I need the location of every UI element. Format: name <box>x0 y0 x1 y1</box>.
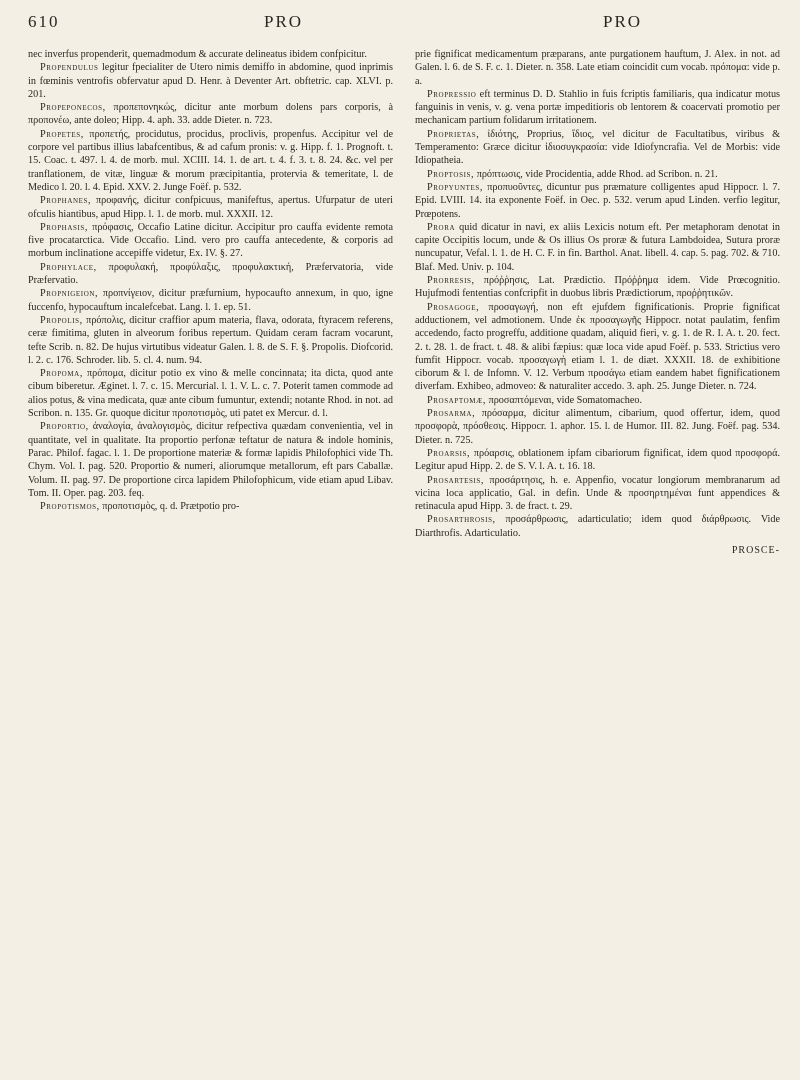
dictionary-entry <box>415 407 780 447</box>
text-columns <box>28 48 782 557</box>
entry-text: πρόαρσις, oblationem ipfam cibariorum fignificat, idem quod προσφορά. Legitur apud Hipp. 2. de S. V. l. A. t. 16. 18. <box>415 447 781 473</box>
entry-headword: Prorresis, <box>427 275 475 287</box>
entry-text: προποτισμὸς, q. d. Prætpotio pro- <box>102 501 240 513</box>
dictionary-entry <box>415 513 780 540</box>
entry-headword: Prophasis, <box>40 221 89 233</box>
dictionary-entry <box>415 88 780 128</box>
entry-headword: Propetes, <box>40 128 84 140</box>
entry-text: legitur fpecialiter de Utero nimis demiffo in abdomine, quod inprimis in fœminis ventrofis obfervatur apud D. Henr. à Deventer Art. obftetric. cap. XLVI. p. 201. <box>28 62 393 100</box>
entry-text: πρόπομα, dicitur potio ex vino & melle concinnata; ita dicta, quod ante cibum biberetur. Æginet. l. 7. c. 15. Mercurial. l. 1. V. L. c. 7. Poterit tamen commode ad alios potus, & vina medicata, quæ ante cibum fumuntur, extendi; notante Rhod. in not. ad Scribon. n. 135. Gr. quoque dicitur προποτισμὸς, uti patet ex Mercur. d. l. <box>28 368 394 420</box>
entry-text: προφανής, dicitur confpicuus, manifeftus, apertus. Ufurpatur de uteri ofculis hiantibus, apud Hipp. l. 1. de morb. mul. XXXII. 12. <box>28 195 393 220</box>
dictionary-entry <box>415 181 780 221</box>
entry-headword: Prosartesis, <box>427 474 485 486</box>
right-column <box>415 48 780 557</box>
entry-headword: Propotismos, <box>40 501 100 513</box>
dictionary-entry <box>28 221 393 261</box>
dictionary-entry <box>415 221 780 274</box>
entry-headword: Propnigeion, <box>40 288 99 300</box>
entry-text: προπνίγειον, dicitur præfurnium, hypocaufto annexum, in quo, igne fuccenfo, hypocauftum incalefcebat. Lang. l. 1. ep. 51. <box>28 288 393 313</box>
entry-headword: Proprietas, <box>427 128 480 140</box>
entry-headword: Propeponecos, <box>40 102 106 114</box>
entry-text: nec inverfus propenderit, quemadmodum & accurate delineatus ibidem confpicitur. <box>28 49 367 60</box>
entry-text: προσαγωγή, non eft ejufdem fignificationis. Proprie fignificat adductionem, vel admotionem. Unde ἐκ προσαγωγῆς Hippocr. notat paulatim, fenfim accedendo, facto progreffu, additione quadam, aliquid fieri, v. g. 1. de R. I. A. t. 20. fect. 2. t. 28. 1. de fract. t. 48. & alibi fæpius: quæ loca vide apud Foëf. p. 533. Strictius vero fumfit Hippocr. vocab. προσαγωγὴ etiam l. 1. de diæt. XXXII. 18. de exhibitione ciborum & l. de Infomn. V. 12. Verbum προσάγω etiam eandem habet fignificationem diverfam. Exhibeo, admoveo: & naturaliter accedo. 3. aph. 25. Junge Dieter. n. 724. <box>415 301 780 393</box>
entry-text: πρόῤῥησις, Lat. Prædictio. Πρόῤῥημα idem. Vide Prœcognitio. Hujufmodi fententias confcripfit in duobus libris Prædictiorum, προῤῥητικῶν. <box>415 275 780 300</box>
entry-headword: Propolis, <box>40 314 83 326</box>
dictionary-entry <box>415 474 780 514</box>
entry-text: προπετής, procidutus, procidus, proclivis, propenfus. Accipitur vel de corpore vel partibus illius labafcentibus, & ad cafum pronis: v. g. Hipp. f. 1. Prognoft. t. 15. Coac. t. 497. l. 4. de morb. mul. XCIII. 14. 1. de art. t. 4. f. 3. t. 8. 24. &c. vel per tranflationem, de vitæ, linguæ & morum præcipitantia, protervia & temeritate, l. de Medico l. 20. l. 4. Epid. XXV. 2. Junge Foëf. p. 532. <box>28 128 394 193</box>
entry-text: προσαπτόμεναι, vide Somatomacheo. <box>488 394 643 406</box>
right-running-title: PRO <box>603 12 643 31</box>
entry-text: ἀναλογία, ἀναλογισμὸς, dicitur refpectiva quædam convenientia, vel in quantitate, vel in qualitate. Ita proportio perfonæ teftatur de natura & indole hominis, Parac. Philof. fagac. l. 1. De proportione materiæ & formæ lapidis Philofophici vide Th. Chym. Vol. I. pag. 520. Proportio & numeri, aliorumque metallorum, eft pars Caballæ. Volum. II. pag. 97. De proportione circa lapidem Philofophicum, vide etiam apud Libav. Tom. II. Oper. pag. 203. feq. <box>28 421 394 499</box>
entry-text: quid dicatur in navi, ex aliis Lexicis notum eft. Per metaphoram denotat in capite Occipitis locum, unde & Os illius Os proræ & futura Lambdoidea, Sutura proræ nuncupatur, Vefal. l. 1. de H. C. F. in fin. Barthol. Anat. libell. 4. cap. 5. pag. 702. & 710. Blaf. Med. Univ. p. 104. <box>415 221 780 273</box>
entry-text: πρόσαρμα, dicitur alimentum, cibarium, quod offertur, idem, quod προσφορὰ, πρόσθεσις. Hippocr. 1. aphor. 15. l. de Humor. III. 82. Jung. Foëf. pag. 534. Dieter. n. 725. <box>415 408 780 446</box>
entry-text: προπυοῦντες, dicuntur pus præmature colligentes apud Hippocr. l. 7. Epid. LVIII. 14. ita exponente Foëf. in Oec. p. 532. verum apud Linden. verfio legitur, Prœpotens. <box>415 181 780 220</box>
entry-text: προφυλακή, προφύλαξις, προφυλακτική, Præfervatoria, vide Præfervatio. <box>28 261 393 287</box>
entry-headword: Prosarma, <box>427 408 476 420</box>
entry-headword: Proarsis, <box>427 447 471 459</box>
dictionary-entry <box>28 314 393 367</box>
catchword: PROSCE- <box>731 544 780 556</box>
dictionary-entry <box>28 367 393 420</box>
dictionary-entry <box>415 48 780 88</box>
page-number: 610 <box>28 12 60 31</box>
left-running-title: PRO <box>264 12 304 31</box>
dictionary-entry <box>415 394 780 407</box>
dictionary-entry <box>415 274 780 301</box>
entry-headword: Propoma, <box>40 368 83 380</box>
entry-headword: Prophanes, <box>40 195 92 207</box>
dictionary-entry <box>28 194 393 221</box>
dictionary-entry <box>28 101 393 128</box>
entry-headword: Propressio <box>427 88 477 100</box>
dictionary-entry <box>28 261 393 288</box>
entry-headword: Propyuntes, <box>427 181 484 193</box>
entry-headword: Prophylace, <box>40 261 97 273</box>
dictionary-entry <box>28 61 393 101</box>
entry-text: πρόπολις, dicitur craffior apum materia, flava, odorata, ftyracem referens, ceræ fimitima, gluten in alveorum foribus repertum. Quidam ceram facram vocarunt, tefte Scrib. n. 82. De hujus virtutibus videatur Galen. l. 8. de S. F. §. Propolis. Diofcorid. l. 2. c. 176. Schroder. lib. 5. cl. 4. num. 94. <box>28 314 394 366</box>
dictionary-entry <box>28 48 393 61</box>
entry-headword: Prosagoge, <box>427 301 480 313</box>
dictionary-entry <box>28 500 393 513</box>
dictionary-entry <box>415 447 780 474</box>
entry-text: prie fignificat medicamentum præparans, ante purgationem hauftum, J. Alex. in not. ad Galen. l. 6. de S. F. c. 1. Dieter. n. 358. Late etiam coincidit cum vocab. πρόπομα: vide p. a. <box>415 49 780 87</box>
left-column <box>28 48 393 557</box>
entry-headword: Prosaptomæ, <box>427 394 487 406</box>
running-head <box>28 12 782 38</box>
dictionary-entry <box>28 287 393 314</box>
dictionary-entry <box>415 301 780 394</box>
entry-headword: Prosarthrosis, <box>427 514 496 526</box>
dictionary-entry <box>415 168 780 181</box>
entry-text: προπεπονηκώς, dicitur ante morbum dolens pars corporis, à προπονέω, ante doleo; Hipp. 4. aph. 33. adde Dieter. n. 723. <box>28 102 393 127</box>
entry-headword: Proportio, <box>40 421 89 433</box>
entry-text: ἰδιότης, Proprius, ἴδιος, vel dicitur de Facultatibus, viribus & Temperamento: Græce dicitur ἰδιοσυγκρασία: vide Idiofyncrafia. Vel de Morbis: vide Idiopatheia. <box>415 128 780 167</box>
dictionary-entry <box>415 128 780 168</box>
entry-text: προσάρτησις, h. e. Appenfio, vocatur longiorum membranarum ad vicina loca applicatio, Gal. in defin. Unde & προσηρτημέναι funt appendices & retinacula apud Hipp. 3. de fract. t. 29. <box>415 474 781 513</box>
entry-text: πρόπτωσις, vide Procidentia, adde Rhod. ad Scribon. n. 21. <box>476 168 718 180</box>
dictionary-entry <box>28 128 393 194</box>
entry-text: προσάρθρωσις, adarticulatio; idem quod διάρθρωσις. Vide Diarthrofis. Adarticulatio. <box>415 514 781 539</box>
entry-text: πρόφασις, Occafio Latine dicitur. Accipitur pro cauffa evidente remota five procatarctica. Vide Occafio. Lind. vero pro cauffa antecedente, & corporis ad morbum inclinatione accepiffe videtur, Ex. IV. §. 27. <box>28 221 394 260</box>
entry-text: eft terminus D. D. Stahlio in fuis fcriptis familiaris, qua indicatur motus fanguinis in venis, v. g. vena portæ impeditioris ob lentorem & coacervati promotio per mechanicam partium folidarum irritationem. <box>415 88 781 127</box>
entry-headword: Propendulus <box>40 62 99 74</box>
entry-headword: Proptosis, <box>427 168 475 180</box>
dictionary-entry <box>28 420 393 500</box>
entry-headword: Prora <box>427 221 456 233</box>
